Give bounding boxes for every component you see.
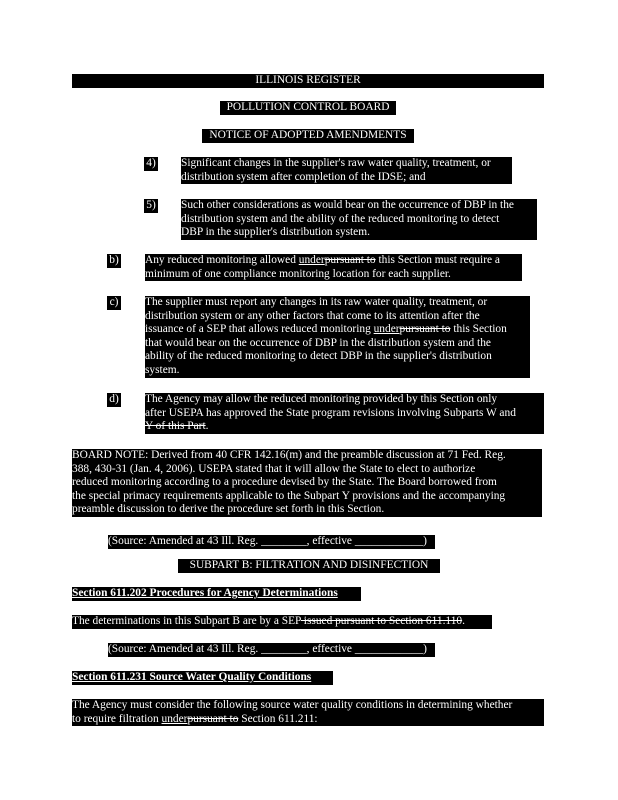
item-b-line-1-b: this Section must require a [375,254,500,266]
notice-title: NOTICE OF ADOPTED AMENDMENTS [202,129,414,143]
board-note-line-3: reduced monitoring according to a procedure devised by the State. The Board borrowed from [72,476,497,489]
board-note-line-1: BOARD NOTE: Derived from 40 CFR 142.16(m) and the preamble discussion at 71 Fed. Reg. [72,449,506,461]
item-c-inserted-under: under [373,323,400,336]
item-b-line-1 [145,254,522,268]
item-b-line-1-a: Any reduced monitoring allowed [145,254,299,266]
item-d-line-1: The Agency may allow the reduced monitoring provided by this Section only [145,393,498,405]
item-4-line-2: distribution system after completion of the IDSE; and [181,170,426,183]
item-b-line-2: minimum of one compliance monitoring location for each supplier. [145,267,451,280]
section-611-231-text [72,699,544,726]
section-611-202-text-b: . [462,615,465,627]
section-611-231-line-2 [72,713,318,727]
section-611-231-heading: Section 611.231 Source Water Quality Conditions [72,671,333,685]
item-c-line-3-b: this Section [450,323,507,336]
register-title: ILLINOIS REGISTER [72,74,544,88]
item-d-line-3-b: . [205,420,209,433]
board-note-line-4: the special primacy requirements applicable to the Subpart Y provisions and the accompanying [72,489,506,502]
section-611-231-line-2-a: to require filtration [72,712,162,725]
item-c-line-4: that would bear on the occurrence of DBP in the distribution system and the [145,336,491,349]
item-c-deleted-pursuant: pursuant to [399,323,451,336]
item-b-text [145,254,522,281]
item-c-line-2: distribution system or any other factors that come to its attention after the [145,309,480,322]
item-c-marker: c) [107,296,121,310]
section-611-231-line-1: The Agency must consider the following source water quality conditions in determining whether [72,699,513,711]
board-note-line-2: 388, 430-31 (Jan. 4, 2006). USEPA stated that it will allow the State to elect to authorize [72,462,476,475]
item-5-line-1: Such other considerations as would bear on the occurrence of DBP in the [181,199,514,211]
item-4-marker: 4) [144,157,158,171]
section-611-202-heading: Section 611.202 Procedures for Agency Determinations [72,587,361,601]
board-title: POLLUTION CONTROL BOARD [220,101,396,115]
item-c-line-3 [145,323,530,337]
board-note [72,449,542,517]
section-611-202-line [72,615,492,629]
item-c-line-1: The supplier must report any changes in its raw water quality, treatment, or [145,296,488,308]
item-5-line-3: DBP in the supplier's distribution system. [181,226,370,239]
source-note-2: (Source: Amended at 43 Ill. Reg. ________, effective ____________) [108,643,435,657]
item-d-marker: d) [107,393,121,407]
item-4-line-1: Significant changes in the supplier's raw water quality, treatment, or [181,157,491,169]
item-5-marker: 5) [144,199,158,213]
section-611-231-inserted-under: under [161,712,188,725]
item-4-text [181,157,512,184]
item-d-line-2: after USEPA has approved the State program revisions involving Subparts W and [145,406,516,419]
item-b-deleted-pursuant: pursuant to [324,254,376,266]
item-5-line-2: distribution system and the ability of the reduced monitoring to detect [181,212,500,225]
item-c-line-6: system. [145,363,180,376]
item-c-text [145,296,530,378]
item-c-line-5: ability of the reduced monitoring to detect DBP in the supplier's distribution [145,350,492,363]
item-d-line-3 [145,420,209,434]
subpart-b-heading: SUBPART B: FILTRATION AND DISINFECTION [178,559,440,573]
section-611-231-deleted-pursuant: pursuant to [187,712,239,725]
board-note-line-5: preamble discussion to derive the procedure set forth in this Section. [72,503,385,516]
item-b-inserted-under: under [298,254,325,266]
source-note-1: (Source: Amended at 43 Ill. Reg. ________, effective ____________) [108,535,435,549]
section-611-231-line-2-b: Section 611.211: [238,712,318,725]
section-611-202-text-a: The determinations in this Subpart B are by a SEP [72,615,301,627]
section-611-202-deleted: issued pursuant to Section 611.110 [300,615,463,627]
item-c-line-3-a: issuance of a SEP that allows reduced monitoring [145,323,374,336]
item-d-text [145,393,544,434]
item-b-marker: b) [107,254,121,268]
section-611-202-text [72,615,492,629]
item-5-text [181,199,537,240]
item-d-deleted-part: Y of this Part [145,420,206,433]
